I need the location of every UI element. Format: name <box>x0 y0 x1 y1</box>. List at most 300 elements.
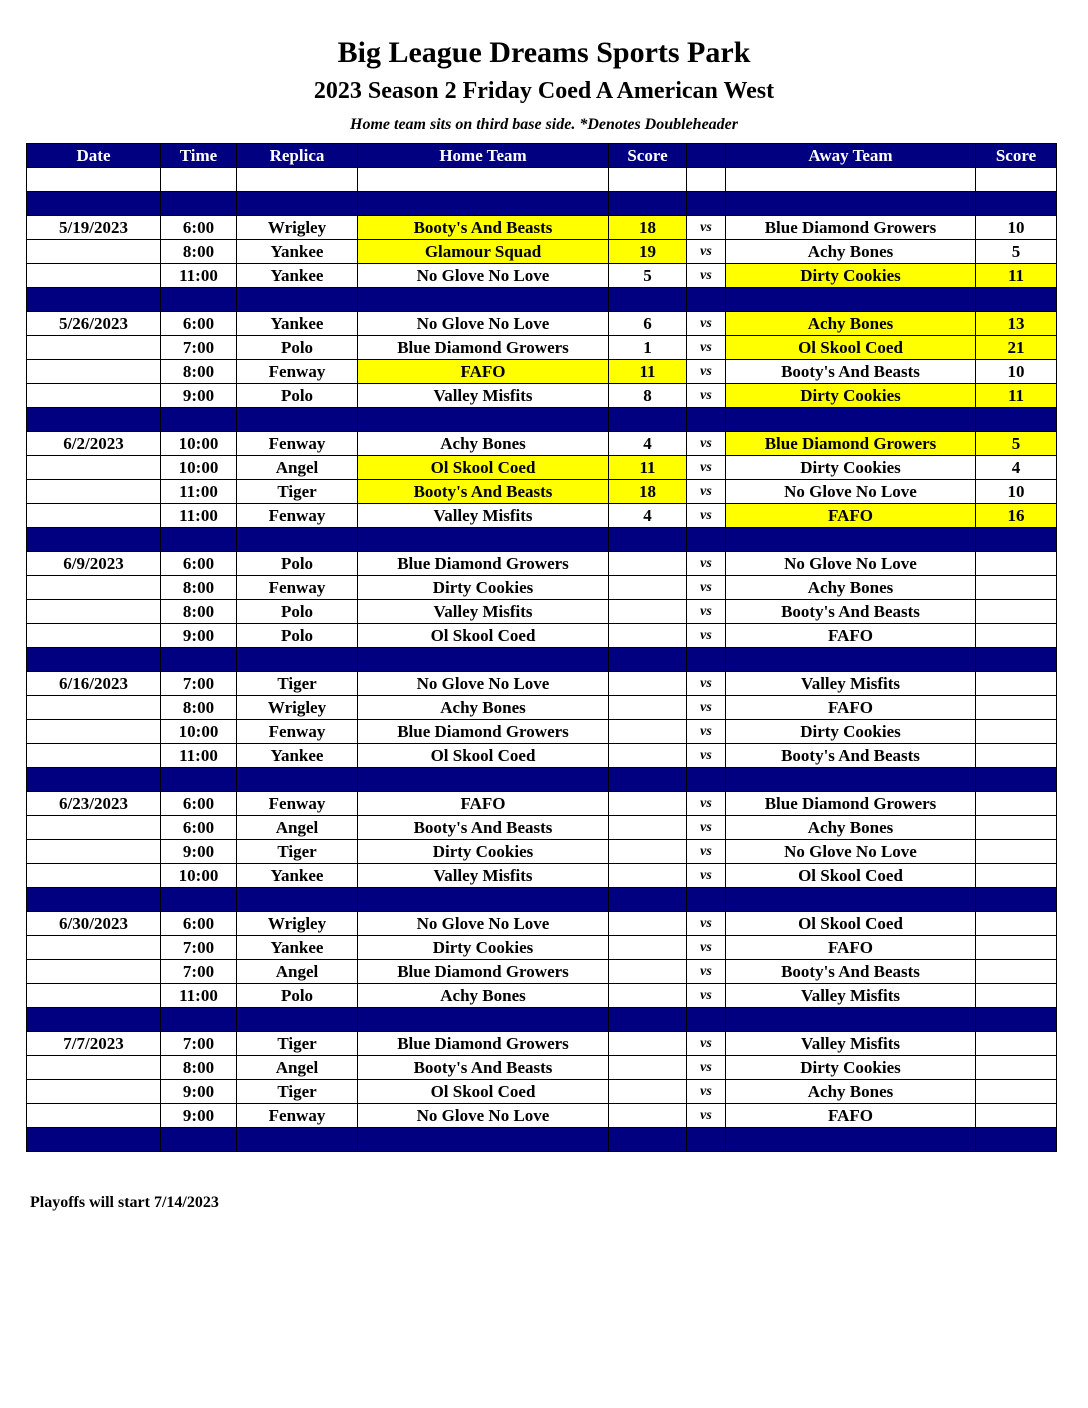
separator-cell <box>237 888 358 912</box>
away-score-cell: 4 <box>976 456 1057 480</box>
vs-cell: vs <box>687 1080 726 1104</box>
replica-cell: Fenway <box>237 1104 358 1128</box>
separator-cell <box>237 1008 358 1032</box>
away-team-cell: Dirty Cookies <box>726 264 976 288</box>
separator-cell <box>161 768 237 792</box>
separator-cell <box>687 408 726 432</box>
time-cell: 9:00 <box>161 384 237 408</box>
home-score-cell: 19 <box>609 240 687 264</box>
home-score-cell <box>609 960 687 984</box>
separator-cell <box>609 408 687 432</box>
home-score-cell: 18 <box>609 216 687 240</box>
home-team-cell: Dirty Cookies <box>358 576 609 600</box>
home-score-cell <box>609 840 687 864</box>
replica-cell: Angel <box>237 960 358 984</box>
date-cell <box>27 840 161 864</box>
time-cell: 9:00 <box>161 1080 237 1104</box>
away-score-cell <box>976 864 1057 888</box>
home-team-cell: Ol Skool Coed <box>358 744 609 768</box>
away-score-cell: 5 <box>976 432 1057 456</box>
away-score-cell <box>976 816 1057 840</box>
game-row <box>27 696 1057 720</box>
separator-cell <box>726 408 976 432</box>
date-cell: 6/16/2023 <box>27 672 161 696</box>
game-row <box>27 384 1057 408</box>
date-cell <box>27 864 161 888</box>
game-row <box>27 936 1057 960</box>
page-title: Big League Dreams Sports Park <box>337 36 751 69</box>
replica-cell: Wrigley <box>237 216 358 240</box>
time-cell: 7:00 <box>161 672 237 696</box>
home-score-cell <box>609 672 687 696</box>
separator-cell <box>27 648 161 672</box>
away-score-cell: 11 <box>976 384 1057 408</box>
replica-cell: Tiger <box>237 480 358 504</box>
game-row <box>27 576 1057 600</box>
time-cell: 8:00 <box>161 1056 237 1080</box>
away-score-cell <box>976 936 1057 960</box>
home-score-cell <box>609 864 687 888</box>
away-score-cell <box>976 960 1057 984</box>
separator-cell <box>609 192 687 216</box>
away-score-cell <box>976 600 1057 624</box>
date-cell <box>27 984 161 1008</box>
game-row <box>27 624 1057 648</box>
away-team-cell: Achy Bones <box>726 312 976 336</box>
away-team-cell: Booty's And Beasts <box>726 960 976 984</box>
away-score-cell: 10 <box>976 480 1057 504</box>
separator-cell <box>726 888 976 912</box>
away-score-cell: 13 <box>976 312 1057 336</box>
col-header-vs <box>687 144 726 168</box>
home-team-cell: Dirty Cookies <box>358 936 609 960</box>
vs-cell: vs <box>687 840 726 864</box>
separator-cell <box>726 768 976 792</box>
blank-cell <box>27 168 161 192</box>
home-team-cell: Booty's And Beasts <box>358 1056 609 1080</box>
away-score-cell <box>976 792 1057 816</box>
time-cell: 10:00 <box>161 864 237 888</box>
blank-cell <box>687 168 726 192</box>
separator-cell <box>609 768 687 792</box>
home-score-cell: 5 <box>609 264 687 288</box>
away-team-cell: Achy Bones <box>726 816 976 840</box>
vs-cell: vs <box>687 312 726 336</box>
game-row <box>27 1104 1057 1128</box>
date-cell <box>27 456 161 480</box>
replica-cell: Fenway <box>237 576 358 600</box>
week-separator-row <box>27 528 1057 552</box>
date-cell <box>27 576 161 600</box>
vs-cell: vs <box>687 480 726 504</box>
away-score-cell <box>976 552 1057 576</box>
home-team-cell: Achy Bones <box>358 984 609 1008</box>
away-team-cell: FAFO <box>726 1104 976 1128</box>
away-score-cell: 16 <box>976 504 1057 528</box>
away-team-cell: No Glove No Love <box>726 552 976 576</box>
separator-cell <box>726 192 976 216</box>
vs-cell: vs <box>687 456 726 480</box>
blank-cell <box>237 168 358 192</box>
home-score-cell <box>609 816 687 840</box>
date-cell <box>27 1056 161 1080</box>
time-cell: 8:00 <box>161 360 237 384</box>
replica-cell: Tiger <box>237 840 358 864</box>
separator-cell <box>161 888 237 912</box>
separator-cell <box>726 528 976 552</box>
away-team-cell: Dirty Cookies <box>726 456 976 480</box>
away-team-cell: Booty's And Beasts <box>726 360 976 384</box>
separator-cell <box>161 528 237 552</box>
vs-cell: vs <box>687 696 726 720</box>
game-row <box>27 984 1057 1008</box>
separator-cell <box>976 408 1057 432</box>
col-header-away-score: Score <box>976 144 1057 168</box>
home-score-cell <box>609 744 687 768</box>
away-team-cell: Blue Diamond Growers <box>726 792 976 816</box>
date-cell: 6/9/2023 <box>27 552 161 576</box>
date-cell <box>27 384 161 408</box>
separator-cell <box>358 888 609 912</box>
vs-cell: vs <box>687 792 726 816</box>
game-row <box>27 336 1057 360</box>
game-row <box>27 672 1057 696</box>
vs-cell: vs <box>687 960 726 984</box>
game-row <box>27 744 1057 768</box>
home-score-cell: 11 <box>609 456 687 480</box>
separator-cell <box>27 888 161 912</box>
home-score-cell <box>609 576 687 600</box>
separator-cell <box>976 288 1057 312</box>
home-team-cell: Ol Skool Coed <box>358 456 609 480</box>
separator-cell <box>237 288 358 312</box>
away-team-cell: No Glove No Love <box>726 840 976 864</box>
game-row <box>27 792 1057 816</box>
date-cell <box>27 336 161 360</box>
blank-cell <box>161 168 237 192</box>
separator-cell <box>161 1128 237 1152</box>
separator-cell <box>609 1128 687 1152</box>
vs-cell: vs <box>687 624 726 648</box>
game-row <box>27 240 1057 264</box>
separator-cell <box>27 192 161 216</box>
separator-cell <box>27 768 161 792</box>
replica-cell: Angel <box>237 456 358 480</box>
separator-cell <box>237 1128 358 1152</box>
replica-cell: Fenway <box>237 360 358 384</box>
separator-cell <box>687 192 726 216</box>
date-cell <box>27 240 161 264</box>
replica-cell: Polo <box>237 384 358 408</box>
vs-cell: vs <box>687 360 726 384</box>
home-team-cell: Achy Bones <box>358 696 609 720</box>
col-header-home-score: Score <box>609 144 687 168</box>
home-score-cell <box>609 600 687 624</box>
replica-cell: Yankee <box>237 744 358 768</box>
separator-cell <box>609 528 687 552</box>
home-team-cell: Blue Diamond Growers <box>358 336 609 360</box>
separator-cell <box>687 648 726 672</box>
game-row <box>27 360 1057 384</box>
away-score-cell <box>976 696 1057 720</box>
away-score-cell <box>976 1080 1057 1104</box>
separator-cell <box>609 888 687 912</box>
page-subtitle: 2023 Season 2 Friday Coed A American West <box>313 78 775 104</box>
separator-cell <box>161 192 237 216</box>
vs-cell: vs <box>687 216 726 240</box>
home-team-cell: Booty's And Beasts <box>358 216 609 240</box>
replica-cell: Fenway <box>237 504 358 528</box>
col-header-time: Time <box>161 144 237 168</box>
col-header-away-team: Away Team <box>726 144 976 168</box>
game-row <box>27 1056 1057 1080</box>
replica-cell: Polo <box>237 624 358 648</box>
home-team-cell: No Glove No Love <box>358 1104 609 1128</box>
away-score-cell: 21 <box>976 336 1057 360</box>
replica-cell: Polo <box>237 552 358 576</box>
home-team-cell: Glamour Squad <box>358 240 609 264</box>
home-score-cell: 4 <box>609 432 687 456</box>
home-score-cell <box>609 936 687 960</box>
week-separator-row <box>27 768 1057 792</box>
date-cell: 6/23/2023 <box>27 792 161 816</box>
time-cell: 8:00 <box>161 240 237 264</box>
blank-cell <box>609 168 687 192</box>
time-cell: 8:00 <box>161 576 237 600</box>
game-row <box>27 264 1057 288</box>
separator-cell <box>976 768 1057 792</box>
home-team-cell: No Glove No Love <box>358 312 609 336</box>
separator-cell <box>27 1008 161 1032</box>
home-team-cell: No Glove No Love <box>358 672 609 696</box>
home-score-cell <box>609 1032 687 1056</box>
separator-cell <box>237 408 358 432</box>
replica-cell: Yankee <box>237 312 358 336</box>
home-team-cell: FAFO <box>358 360 609 384</box>
time-cell: 7:00 <box>161 960 237 984</box>
home-score-cell: 18 <box>609 480 687 504</box>
time-cell: 9:00 <box>161 840 237 864</box>
game-row <box>27 864 1057 888</box>
blank-row <box>27 168 1057 192</box>
home-team-cell: Ol Skool Coed <box>358 624 609 648</box>
separator-cell <box>609 288 687 312</box>
vs-cell: vs <box>687 1056 726 1080</box>
time-cell: 7:00 <box>161 336 237 360</box>
date-cell <box>27 624 161 648</box>
date-cell <box>27 1104 161 1128</box>
separator-cell <box>358 648 609 672</box>
date-cell <box>27 480 161 504</box>
separator-cell <box>726 1128 976 1152</box>
date-cell <box>27 744 161 768</box>
home-score-cell: 1 <box>609 336 687 360</box>
replica-cell: Tiger <box>237 672 358 696</box>
time-cell: 10:00 <box>161 720 237 744</box>
home-team-cell: Blue Diamond Growers <box>358 1032 609 1056</box>
game-row <box>27 552 1057 576</box>
vs-cell: vs <box>687 336 726 360</box>
away-team-cell: Ol Skool Coed <box>726 912 976 936</box>
game-row <box>27 912 1057 936</box>
home-team-cell: Booty's And Beasts <box>358 816 609 840</box>
home-score-cell <box>609 1104 687 1128</box>
vs-cell: vs <box>687 264 726 288</box>
vs-cell: vs <box>687 384 726 408</box>
home-team-cell: Blue Diamond Growers <box>358 720 609 744</box>
separator-cell <box>726 288 976 312</box>
home-score-cell <box>609 696 687 720</box>
game-row <box>27 312 1057 336</box>
separator-cell <box>358 1008 609 1032</box>
separator-cell <box>161 1008 237 1032</box>
vs-cell: vs <box>687 744 726 768</box>
away-score-cell: 11 <box>976 264 1057 288</box>
separator-cell <box>358 288 609 312</box>
separator-cell <box>161 648 237 672</box>
away-team-cell: FAFO <box>726 696 976 720</box>
home-team-cell: Ol Skool Coed <box>358 1080 609 1104</box>
week-separator-row <box>27 888 1057 912</box>
separator-cell <box>161 408 237 432</box>
away-team-cell: Valley Misfits <box>726 984 976 1008</box>
away-team-cell: Valley Misfits <box>726 1032 976 1056</box>
time-cell: 10:00 <box>161 432 237 456</box>
away-team-cell: Ol Skool Coed <box>726 864 976 888</box>
away-team-cell: No Glove No Love <box>726 480 976 504</box>
home-team-cell: Dirty Cookies <box>358 840 609 864</box>
time-cell: 11:00 <box>161 504 237 528</box>
home-score-cell <box>609 1080 687 1104</box>
home-team-cell: Blue Diamond Growers <box>358 552 609 576</box>
replica-cell: Polo <box>237 984 358 1008</box>
time-cell: 9:00 <box>161 1104 237 1128</box>
home-score-cell: 8 <box>609 384 687 408</box>
home-score-cell <box>609 552 687 576</box>
week-separator-row <box>27 288 1057 312</box>
away-score-cell <box>976 912 1057 936</box>
date-cell: 7/7/2023 <box>27 1032 161 1056</box>
date-cell: 5/19/2023 <box>27 216 161 240</box>
home-score-cell: 6 <box>609 312 687 336</box>
vs-cell: vs <box>687 504 726 528</box>
game-row <box>27 504 1057 528</box>
replica-cell: Yankee <box>237 264 358 288</box>
away-score-cell <box>976 672 1057 696</box>
date-cell: 6/30/2023 <box>27 912 161 936</box>
date-cell <box>27 1080 161 1104</box>
home-score-cell <box>609 792 687 816</box>
separator-cell <box>976 1008 1057 1032</box>
separator-cell <box>976 528 1057 552</box>
away-team-cell: FAFO <box>726 936 976 960</box>
replica-cell: Fenway <box>237 720 358 744</box>
replica-cell: Angel <box>237 1056 358 1080</box>
replica-cell: Wrigley <box>237 696 358 720</box>
vs-cell: vs <box>687 240 726 264</box>
separator-cell <box>687 1008 726 1032</box>
separator-cell <box>27 408 161 432</box>
separator-cell <box>27 288 161 312</box>
away-team-cell: Achy Bones <box>726 576 976 600</box>
col-header-replica: Replica <box>237 144 358 168</box>
date-cell: 5/26/2023 <box>27 312 161 336</box>
away-team-cell: Dirty Cookies <box>726 1056 976 1080</box>
time-cell: 6:00 <box>161 792 237 816</box>
separator-cell <box>726 648 976 672</box>
game-row <box>27 1032 1057 1056</box>
separator-cell <box>237 528 358 552</box>
home-team-cell: FAFO <box>358 792 609 816</box>
away-score-cell <box>976 720 1057 744</box>
away-team-cell: Blue Diamond Growers <box>726 432 976 456</box>
vs-cell: vs <box>687 816 726 840</box>
date-cell <box>27 936 161 960</box>
home-score-cell <box>609 1056 687 1080</box>
time-cell: 6:00 <box>161 816 237 840</box>
separator-cell <box>358 768 609 792</box>
home-team-cell: Valley Misfits <box>358 504 609 528</box>
replica-cell: Tiger <box>237 1080 358 1104</box>
game-row <box>27 840 1057 864</box>
separator-cell <box>976 648 1057 672</box>
home-score-cell: 4 <box>609 504 687 528</box>
vs-cell: vs <box>687 1032 726 1056</box>
away-team-cell: Achy Bones <box>726 1080 976 1104</box>
replica-cell: Yankee <box>237 864 358 888</box>
away-score-cell <box>976 576 1057 600</box>
schedule-table <box>26 143 1057 1152</box>
week-separator-row <box>27 1008 1057 1032</box>
week-separator-row <box>27 408 1057 432</box>
home-team-cell: Blue Diamond Growers <box>358 960 609 984</box>
week-separator-row <box>27 192 1057 216</box>
game-row <box>27 960 1057 984</box>
game-row <box>27 1080 1057 1104</box>
separator-cell <box>726 1008 976 1032</box>
separator-cell <box>161 288 237 312</box>
separator-cell <box>27 528 161 552</box>
away-team-cell: Dirty Cookies <box>726 384 976 408</box>
time-cell: 11:00 <box>161 984 237 1008</box>
replica-cell: Polo <box>237 600 358 624</box>
replica-cell: Yankee <box>237 936 358 960</box>
date-cell <box>27 504 161 528</box>
separator-cell <box>358 192 609 216</box>
replica-cell: Tiger <box>237 1032 358 1056</box>
time-cell: 6:00 <box>161 216 237 240</box>
time-cell: 11:00 <box>161 744 237 768</box>
separator-cell <box>358 408 609 432</box>
away-score-cell <box>976 984 1057 1008</box>
date-cell <box>27 816 161 840</box>
date-cell <box>27 696 161 720</box>
vs-cell: vs <box>687 864 726 888</box>
away-score-cell <box>976 744 1057 768</box>
game-row <box>27 456 1057 480</box>
away-team-cell: Dirty Cookies <box>726 720 976 744</box>
week-separator-row <box>27 648 1057 672</box>
game-row <box>27 480 1057 504</box>
time-cell: 7:00 <box>161 1032 237 1056</box>
home-team-cell: Booty's And Beasts <box>358 480 609 504</box>
date-cell <box>27 960 161 984</box>
replica-cell: Wrigley <box>237 912 358 936</box>
away-team-cell: FAFO <box>726 624 976 648</box>
separator-cell <box>237 648 358 672</box>
vs-cell: vs <box>687 912 726 936</box>
separator-cell <box>358 528 609 552</box>
